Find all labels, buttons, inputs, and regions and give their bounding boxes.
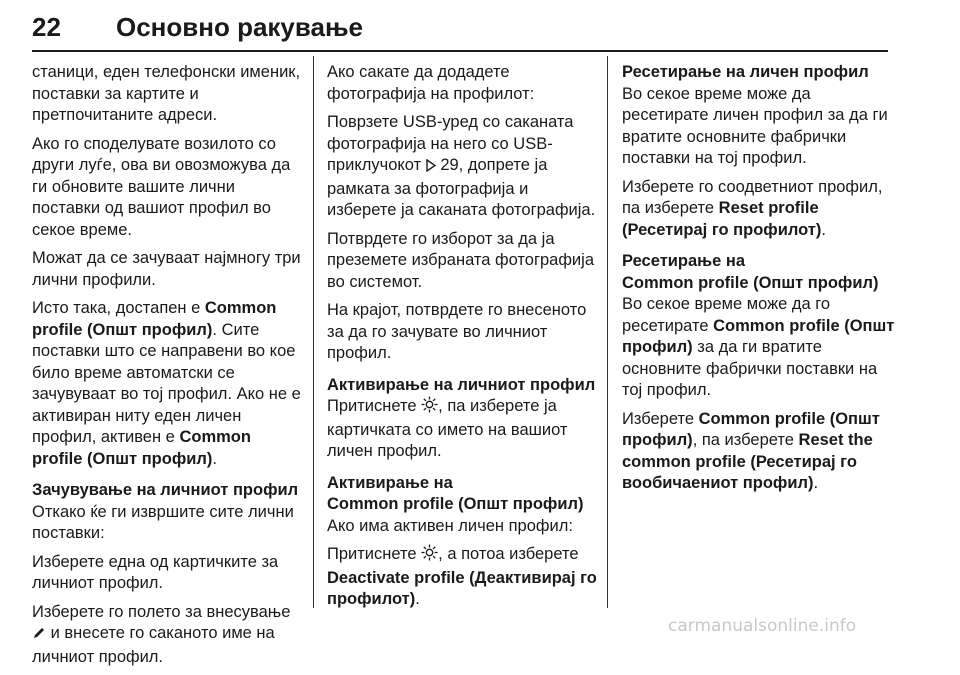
text: Изберете го полето за внесување [32, 602, 291, 621]
paragraph: Во секое време може да ресетирате личен профил за да ги вратите основните фабрички поставки на тој профил. [622, 84, 888, 167]
paragraph: Ако сакате да додадете фотографија на профилот: [327, 63, 535, 103]
paragraph [622, 177, 897, 242]
text: и внесете го саканото име на личниот профил. [32, 624, 275, 666]
paragraph: Ако го споделувате возилото со други луѓе, ова ви овозможува да ги обновите вашите лични поставки од вашиот профил во секое време. [32, 134, 291, 239]
page-reference-arrow-icon [426, 157, 436, 179]
text: . [821, 220, 826, 239]
paragraph: Можат да се зачуваат најмногу три лични профили. [32, 249, 301, 289]
section-heading: Зачувување на личниот профил [32, 481, 299, 499]
bold-term: Common profile (Општ профил) [32, 428, 251, 468]
page-number: 22 [32, 12, 61, 42]
text: Притиснете [327, 397, 422, 415]
text: . Сите поставки што се направени во кое било време автоматски се зачувуваат во тој профил. Ако не е активиран ниту еден личен профил, активен е [32, 320, 301, 446]
paragraph: Потврдете го изборот за да ја преземете избраната фотографија во системот. [327, 229, 594, 291]
pencil-icon [32, 625, 46, 647]
heading-line: Common profile (Општ профил) [327, 495, 584, 513]
paragraph [622, 409, 897, 495]
text: Изберете го соодветниот профил, па изберете [622, 177, 883, 217]
paragraph [327, 396, 599, 463]
text: 29, допрете ја рамката за фотографија и изберете ја саканата фотографија. [327, 156, 596, 219]
paragraph [32, 602, 304, 669]
text: Исто така, достапен е [32, 299, 205, 317]
paragraph: На крајот, потврдете го внесеното за да го зачувате во личниот профил. [327, 301, 587, 362]
section-heading [327, 473, 599, 516]
text: . [212, 449, 217, 468]
heading-line: Ресетирање на [622, 252, 746, 270]
column-divider [607, 56, 608, 608]
section-heading: Активирање на личниот профил [327, 375, 596, 394]
text: . [415, 590, 420, 608]
text: Изберете [622, 409, 699, 428]
column-1 [32, 62, 304, 675]
text: , па изберете ја картичката со името на вашиот личен профил. [327, 397, 568, 460]
paragraph [327, 544, 599, 611]
bold-term: Common profile (Општ профил) [32, 299, 277, 339]
paragraph [622, 294, 897, 402]
settings-sun-icon [421, 544, 438, 568]
heading-line: Активирање на [327, 473, 453, 492]
paragraph [32, 298, 304, 470]
text: , а потоа изберете [438, 545, 579, 563]
column-3 [622, 62, 897, 502]
section-heading [622, 251, 897, 294]
page-title: Основно ракување [116, 12, 363, 42]
text: . [813, 474, 819, 492]
paragraph: станици, еден телефонски именик, поставки за картите и претпочитаните адреси. [32, 63, 301, 124]
text: Во секое време може да го ресетирате [622, 295, 831, 335]
paragraph [327, 112, 599, 222]
text: за да ги вратите основните фабрички поставки на тој профил. [622, 338, 878, 399]
heading-line: Common profile (Општ профил) [622, 273, 879, 292]
settings-sun-icon [421, 396, 438, 420]
paragraph: Изберете една од картичките за личниот профил. [32, 552, 279, 592]
watermark: carmanualsonline.info [668, 616, 857, 636]
text: , па изберете [692, 431, 799, 449]
bold-term: Common profile (Општ профил) [622, 316, 895, 356]
paragraph: Откако ќе ги извршите сите лични поставки: [32, 502, 294, 542]
section-heading: Ресетирање на личен профил [622, 63, 869, 81]
page-header [32, 4, 888, 52]
text: Притиснете [327, 545, 422, 563]
column-divider [313, 56, 314, 608]
bold-term: Reset profile (Ресетирај го профилот) [622, 199, 822, 239]
bold-term: Deactivate profile (Деактивирај го профилот) [327, 568, 597, 608]
paragraph: Ако има активен личен профил: [327, 516, 573, 535]
bold-term: Common profile (Општ профил) [622, 409, 880, 449]
column-2 [327, 62, 599, 618]
bold-term: Reset the common profile (Ресетирај го вообичаениот профил) [622, 431, 873, 492]
text: Поврзете USB-уред со саканата фотографија на него со USB-приклучокот [327, 113, 574, 174]
